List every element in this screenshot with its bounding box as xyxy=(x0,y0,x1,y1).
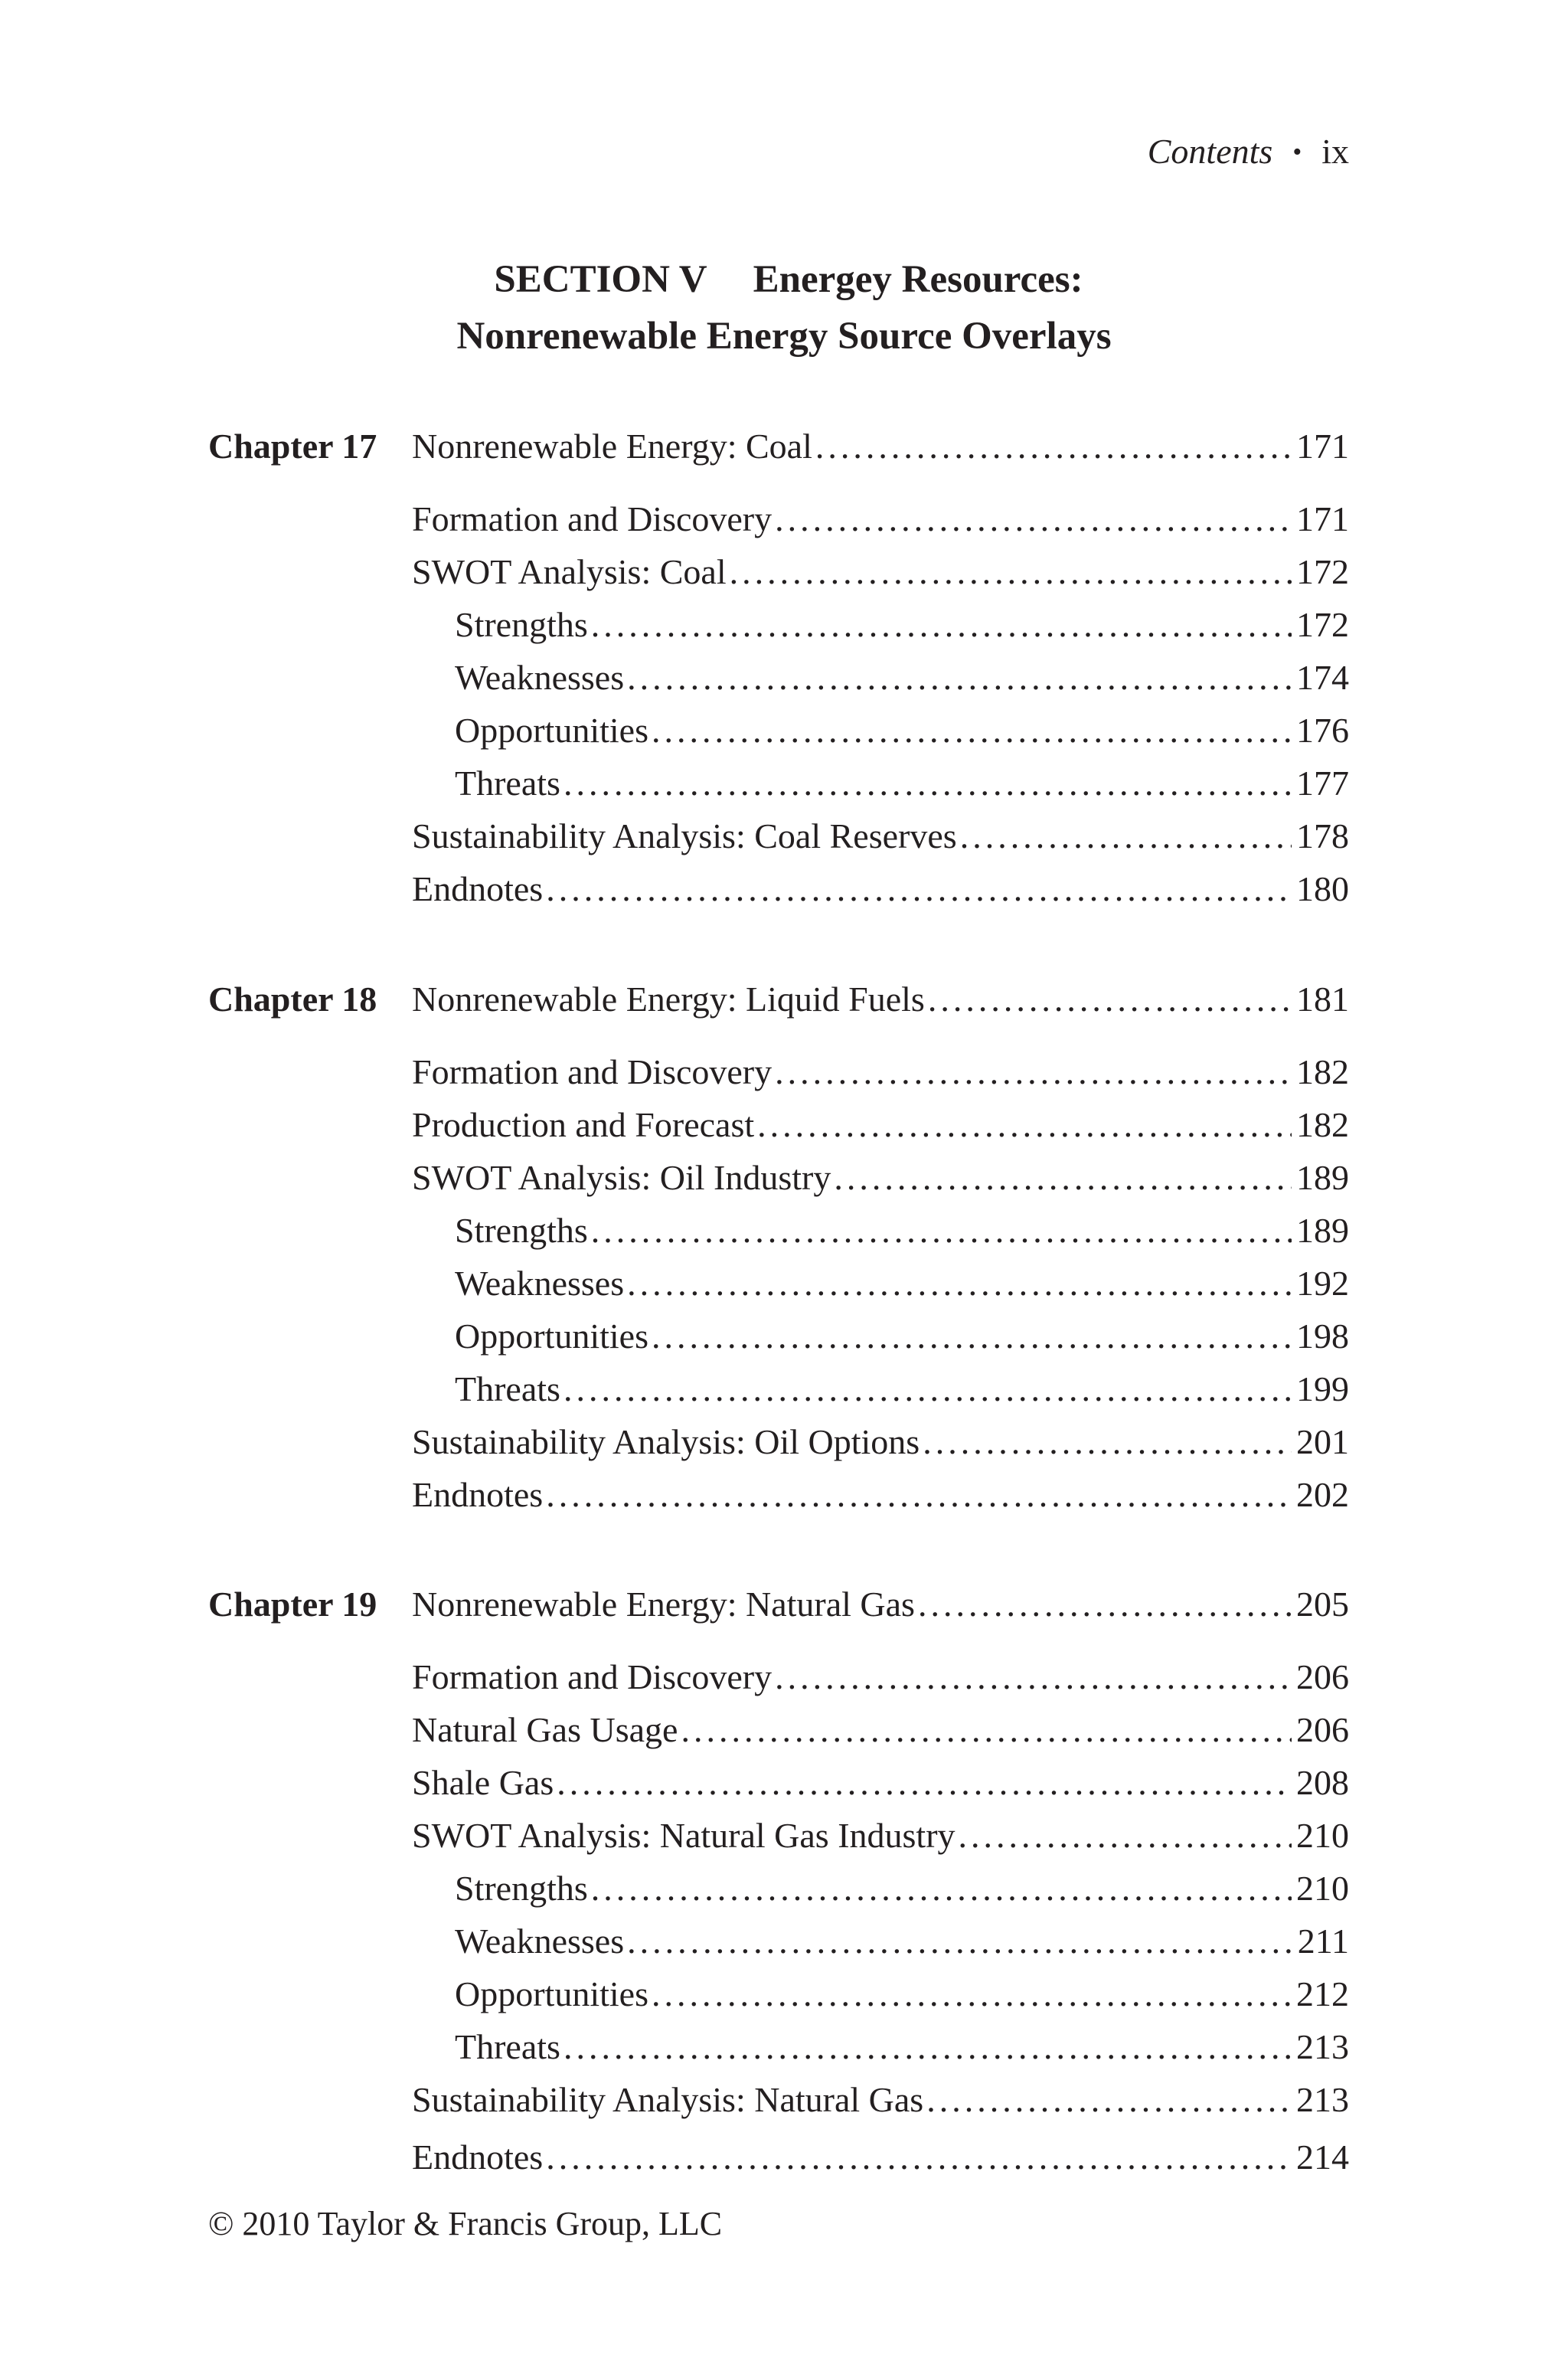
section-heading xyxy=(0,251,1568,365)
entry-page: 176 xyxy=(1296,711,1349,750)
dot-leader xyxy=(652,704,1292,757)
entry-title: Sustainability Analysis: Natural Gas xyxy=(412,2080,924,2119)
dot-leader xyxy=(627,651,1292,704)
entry-title: Threats xyxy=(455,1369,560,1408)
chapter-page: 205 xyxy=(1296,1585,1349,1624)
chapter-17 xyxy=(208,420,1349,915)
entry-title: Weaknesses xyxy=(455,1264,625,1303)
toc-subentry[interactable] xyxy=(208,598,1349,651)
entry-page: 213 xyxy=(1296,2027,1349,2066)
dot-leader xyxy=(627,1915,1293,1967)
entry-page: 202 xyxy=(1296,1475,1349,1514)
toc-entry[interactable] xyxy=(208,1809,1349,1862)
entry-title: Threats xyxy=(455,764,560,803)
dot-leader xyxy=(923,1415,1292,1468)
chapter-entries xyxy=(208,492,1349,915)
chapter-entries xyxy=(208,1650,1349,2183)
toc-subentry[interactable] xyxy=(208,757,1349,810)
entry-title: SWOT Analysis: Coal xyxy=(412,552,727,591)
section-title-line-2: Nonrenewable Energy Source Overlays xyxy=(456,315,1112,358)
entry-page: 206 xyxy=(1296,1657,1349,1696)
dot-leader xyxy=(775,1045,1292,1098)
entry-page: 212 xyxy=(1296,1974,1349,2013)
entry-title: Endnotes xyxy=(412,1475,544,1514)
chapter-page: 181 xyxy=(1296,980,1349,1019)
toc-subentry[interactable] xyxy=(208,1915,1349,1967)
chapter-page: 171 xyxy=(1296,427,1349,466)
toc-subentry[interactable] xyxy=(208,704,1349,757)
dot-leader xyxy=(591,1862,1292,1915)
entry-title: Threats xyxy=(455,2027,560,2066)
dot-leader xyxy=(557,1756,1292,1809)
entry-page: 174 xyxy=(1296,658,1349,697)
chapter-title: Nonrenewable Energy: Coal xyxy=(412,427,812,466)
dot-leader xyxy=(564,757,1292,810)
entry-page: 210 xyxy=(1296,1869,1349,1908)
chapter-entries xyxy=(208,1045,1349,1521)
dot-leader xyxy=(652,1967,1292,2020)
dot-leader xyxy=(546,1468,1292,1521)
chapter-label: Chapter 18 xyxy=(208,980,377,1019)
chapter-heading[interactable] xyxy=(208,973,1349,1025)
section-title-line-1: Energey Resources: xyxy=(753,258,1083,301)
entry-title: Sustainability Analysis: Coal Reserves xyxy=(412,816,957,855)
running-head-title: Contents xyxy=(1147,132,1273,171)
toc-subentry[interactable] xyxy=(208,1862,1349,1915)
dot-leader xyxy=(591,598,1292,651)
entry-page: 211 xyxy=(1297,1922,1349,1961)
dot-leader xyxy=(959,1809,1292,1862)
chapter-19 xyxy=(208,1578,1349,2183)
dot-leader xyxy=(960,810,1292,862)
dot-leader xyxy=(546,2131,1292,2183)
chapter-title: Nonrenewable Energy: Liquid Fuels xyxy=(412,980,925,1019)
toc-entry[interactable] xyxy=(208,2073,1349,2126)
chapter-18 xyxy=(208,973,1349,1521)
toc-entry[interactable] xyxy=(208,545,1349,598)
dot-leader xyxy=(564,1362,1292,1415)
chapter-heading[interactable] xyxy=(208,420,1349,473)
entry-title: Strengths xyxy=(455,605,588,644)
entry-title: Formation and Discovery xyxy=(412,499,773,538)
toc-subentry[interactable] xyxy=(208,2020,1349,2073)
dot-leader xyxy=(834,1151,1292,1204)
entry-title: Strengths xyxy=(455,1211,588,1250)
dot-leader xyxy=(926,2073,1292,2126)
entry-title: Opportunities xyxy=(455,1974,648,2013)
entry-page: 182 xyxy=(1296,1052,1349,1091)
bullet-separator: • xyxy=(1292,138,1302,166)
toc-entry[interactable] xyxy=(208,1468,1349,1521)
entry-page: 189 xyxy=(1296,1158,1349,1197)
dot-leader xyxy=(591,1204,1292,1257)
dot-leader xyxy=(546,862,1292,915)
dot-leader xyxy=(815,420,1292,473)
entry-page: 172 xyxy=(1296,552,1349,591)
toc-entry[interactable] xyxy=(208,862,1349,915)
entry-title: Formation and Discovery xyxy=(412,1657,773,1696)
chapter-label: Chapter 19 xyxy=(208,1585,377,1624)
entry-title: SWOT Analysis: Natural Gas Industry xyxy=(412,1816,956,1855)
entry-page: 201 xyxy=(1296,1422,1349,1461)
toc-entry[interactable] xyxy=(208,1415,1349,1468)
toc-entry[interactable] xyxy=(208,1650,1349,1703)
toc-entry[interactable] xyxy=(208,2131,1349,2183)
entry-page: 171 xyxy=(1296,499,1349,538)
toc-entry[interactable] xyxy=(208,810,1349,862)
entry-title: SWOT Analysis: Oil Industry xyxy=(412,1158,831,1197)
toc-subentry[interactable] xyxy=(208,1257,1349,1310)
entry-page: 180 xyxy=(1296,869,1349,908)
entry-title: Strengths xyxy=(455,1869,588,1908)
section-heading-line-1 xyxy=(0,251,1568,308)
dot-leader xyxy=(928,973,1292,1025)
entry-page: 214 xyxy=(1296,2137,1349,2177)
toc-subentry[interactable] xyxy=(208,1967,1349,2020)
toc-entry[interactable] xyxy=(208,1045,1349,1098)
entry-page: 213 xyxy=(1296,2080,1349,2119)
section-label: SECTION V xyxy=(494,258,707,301)
entry-page: 182 xyxy=(1296,1105,1349,1144)
entry-page: 178 xyxy=(1296,816,1349,855)
toc-subentry[interactable] xyxy=(208,1310,1349,1362)
entry-title: Endnotes xyxy=(412,869,544,908)
entry-title: Endnotes xyxy=(412,2137,544,2177)
toc-entry[interactable] xyxy=(208,1151,1349,1204)
running-head xyxy=(1148,129,1349,178)
chapter-label: Chapter 17 xyxy=(208,427,377,466)
dot-leader xyxy=(757,1098,1292,1151)
entry-page: 208 xyxy=(1296,1763,1349,1802)
entry-page: 192 xyxy=(1296,1264,1349,1303)
dot-leader xyxy=(652,1310,1292,1362)
chapter-heading[interactable] xyxy=(208,1578,1349,1630)
entry-title: Opportunities xyxy=(455,711,648,750)
entry-page: 172 xyxy=(1296,605,1349,644)
toc-entry[interactable] xyxy=(208,1098,1349,1151)
toc-subentry[interactable] xyxy=(208,1204,1349,1257)
dot-leader xyxy=(918,1578,1292,1630)
entry-title: Production and Forecast xyxy=(412,1105,755,1144)
toc-entry[interactable] xyxy=(208,1756,1349,1809)
dot-leader xyxy=(681,1703,1292,1756)
entry-title: Natural Gas Usage xyxy=(412,1710,678,1749)
dot-leader xyxy=(627,1257,1292,1310)
entry-page: 177 xyxy=(1296,764,1349,803)
entry-page: 206 xyxy=(1296,1710,1349,1749)
toc-subentry[interactable] xyxy=(208,1362,1349,1415)
entry-title: Sustainability Analysis: Oil Options xyxy=(412,1422,920,1461)
entry-page: 198 xyxy=(1296,1316,1349,1356)
dot-leader xyxy=(775,492,1292,545)
copyright-notice: © 2010 Taylor & Francis Group, LLC xyxy=(208,2205,723,2242)
entry-page: 199 xyxy=(1296,1369,1349,1408)
entry-title: Opportunities xyxy=(455,1316,648,1356)
entry-page: 210 xyxy=(1296,1816,1349,1855)
entry-page: 189 xyxy=(1296,1211,1349,1250)
toc-subentry[interactable] xyxy=(208,651,1349,704)
entry-title: Shale Gas xyxy=(412,1763,554,1802)
dot-leader xyxy=(730,545,1292,598)
toc-entry[interactable] xyxy=(208,492,1349,545)
toc-entry[interactable] xyxy=(208,1703,1349,1756)
chapter-title: Nonrenewable Energy: Natural Gas xyxy=(412,1585,915,1624)
entry-title: Weaknesses xyxy=(455,658,625,697)
page-number: ix xyxy=(1321,132,1349,171)
dot-leader xyxy=(564,2020,1292,2073)
entry-title: Formation and Discovery xyxy=(412,1052,773,1091)
dot-leader xyxy=(775,1650,1292,1703)
entry-title: Weaknesses xyxy=(455,1922,625,1961)
